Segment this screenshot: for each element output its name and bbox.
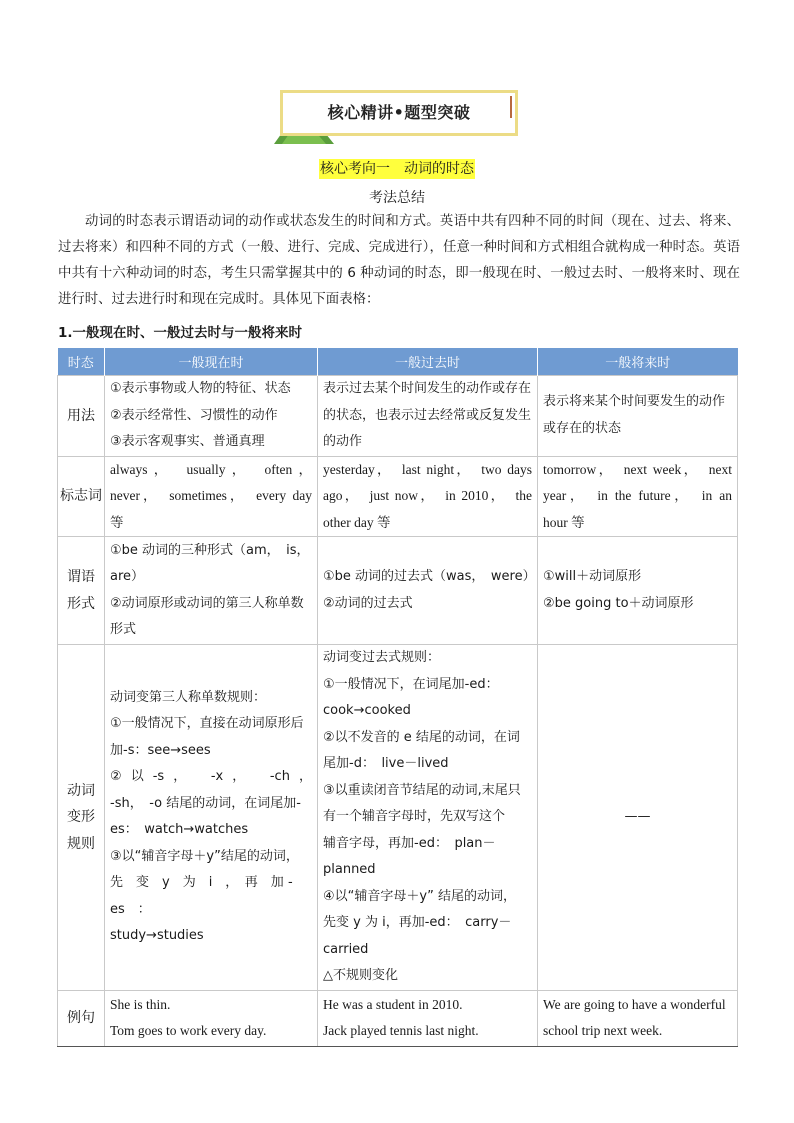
section-title-wrap (0, 158, 794, 178)
form-past-line: ①be 动词的过去式（was， were） (323, 569, 536, 584)
example-past-cell (318, 990, 538, 1046)
form-past-cell (318, 537, 538, 645)
table-header-row (58, 348, 738, 376)
usage-present-cell (105, 376, 318, 457)
table-row-rules (58, 645, 738, 991)
rules-present-line: ①一般情况下，直接在动词原形后加-s：see→sees (110, 716, 304, 758)
form-present-line: ②动词原形或动词的第三人称单数形式 (110, 595, 304, 637)
table-row-signal (58, 456, 738, 537)
signal-present-line: never， sometimes， every day (110, 488, 312, 503)
rules-past-line: ④以“辅音字母＋y” 结尾的动词， (323, 888, 516, 904)
usage-past-cell: 表示过去某个时间发生的动作或存在的状态，也表示过去经常或反复发生的动作 (318, 376, 538, 457)
usage-present-line: ①表示事物或人物的特征、状态 (110, 381, 291, 396)
row-label-usage: 用法 (58, 376, 105, 457)
tense-table (57, 348, 738, 1047)
row-label-form (58, 537, 105, 645)
rules-future-cell: —— (538, 645, 738, 991)
signal-future-tail: hour 等 (543, 514, 585, 530)
row-label-form-line: 形式 (67, 595, 95, 612)
form-future-line: ①will＋动词原形 (543, 569, 642, 584)
signal-future-line: year， in the future， in an (543, 488, 732, 503)
row-label-rules (58, 645, 105, 991)
example-present-cell (105, 990, 318, 1046)
row-label-rules-line: 动词 (67, 782, 95, 799)
rules-past-line: ③以重读闭音节结尾的动词,末尾只有一个辅音字母时，先双写这个 (323, 782, 521, 824)
banner-accent-mark (510, 96, 512, 118)
form-future-cell (538, 537, 738, 645)
example-present-line: Tom goes to work every day. (110, 1023, 267, 1038)
rules-past-line: 辅音字母，再加-ed： plan－ (323, 835, 496, 851)
signal-present-tail: 等 (110, 514, 124, 530)
example-past-line: He was a student in 2010. (323, 996, 463, 1012)
signal-present-line: always， usually， often， (110, 461, 312, 477)
banner-title: 核心精讲•题型突破 (327, 103, 471, 122)
signal-past-tail: other day 等 (323, 514, 391, 530)
rules-past-line: carried (323, 941, 369, 957)
header-simple-future: 一般将来时 (538, 348, 738, 376)
header-simple-present: 一般现在时 (105, 348, 318, 376)
rules-past-line: 动词变过去式规则： (323, 650, 441, 665)
section-banner (274, 88, 524, 144)
rules-past-line: 先变 y 为 i，再加-ed： carry－ (323, 915, 512, 930)
signal-past-line: ago， just now， in 2010， the (323, 488, 532, 503)
form-future-line: ②be going to＋动词原形 (543, 595, 694, 611)
rules-past-cell (318, 645, 538, 991)
row-label-rules-line: 变形 (67, 809, 95, 825)
intro-paragraph: 动词的时态表示谓语动词的动作或状态发生的时间和方式。英语中共有四种不同的时间（现在、过去、将来、过去将来）和四种不同的方式（一般、进行、完成、完成进行），任意一种时间和方式相组合就构成一种时态。英语中共有十六种动词的时态，考生只需掌握其中的 6 种动词的时态，即一般现在时、一般过去时、一般将来时、现在进行时、过去进行时和现在完成时。具体见下面表格： (58, 214, 740, 307)
rules-present-line: -sh， -o 结尾的动词，在词尾加- (110, 795, 301, 811)
rules-present-cell (105, 645, 318, 991)
header-tense: 时态 (58, 348, 105, 376)
rules-past-line: planned (323, 862, 376, 877)
row-label-signal: 标志词 (58, 456, 105, 537)
usage-future-cell: 表示将来某个时间要发生的动作或存在的状态 (538, 376, 738, 457)
signal-past-line: yesterday， last night， two days (323, 461, 532, 477)
signal-future-line: tomorrow， next week， next (543, 461, 732, 477)
rules-present-line: ③以“辅音字母＋y”结尾的动词， (110, 848, 299, 864)
table-row-form (58, 537, 738, 645)
rules-present-line: es： watch→watches (110, 822, 249, 838)
table-row-usage (58, 376, 738, 457)
form-present-line: ①be 动词的三种形式（am， is， (110, 542, 310, 558)
rules-past-line: ②以不发音的 e 结尾的动词，在词尾加-d： live－lived (323, 729, 520, 771)
rules-past-line: ①一般情况下，在词尾加-ed： (323, 676, 499, 692)
table-heading: 1.一般现在时、一般过去时与一般将来时 (58, 325, 303, 341)
row-label-form-line: 谓语 (67, 569, 95, 585)
rules-past-line: △不规则变化 (323, 968, 398, 983)
usage-present-line: ②表示经常性、习惯性的动作 (110, 407, 278, 423)
table-row-example (58, 990, 738, 1046)
form-past-line: ②动词的过去式 (323, 595, 413, 611)
subtitle: 考法总结 (369, 190, 425, 206)
rules-present-line: ②以-s， -x， -ch， (110, 769, 312, 785)
row-label-example: 例句 (58, 990, 105, 1046)
form-present-line: are） (110, 569, 145, 584)
signal-future-cell (538, 456, 738, 537)
rules-present-line: study→studies (110, 928, 204, 944)
signal-past-cell (318, 456, 538, 537)
header-simple-past: 一般过去时 (318, 348, 538, 376)
usage-present-line: ③表示客观事实、普通真理 (110, 434, 265, 449)
form-present-cell (105, 537, 318, 645)
example-present-line: She is thin. (110, 996, 171, 1012)
rules-past-line: cook→cooked (323, 703, 411, 718)
section-title: 核心考向一 动词的时态 (320, 161, 474, 177)
example-past-line: Jack played tennis last night. (323, 1023, 479, 1038)
rules-present-line: 先 变 y 为 i ， 再 加 -es ： (110, 875, 293, 917)
row-label-rules-line: 规则 (67, 835, 95, 852)
rules-present-line: 动词变第三人称单数规则： (110, 689, 267, 705)
example-future-cell: We are going to have a wonderful school trip next week. (538, 990, 738, 1046)
signal-present-cell (105, 456, 318, 537)
